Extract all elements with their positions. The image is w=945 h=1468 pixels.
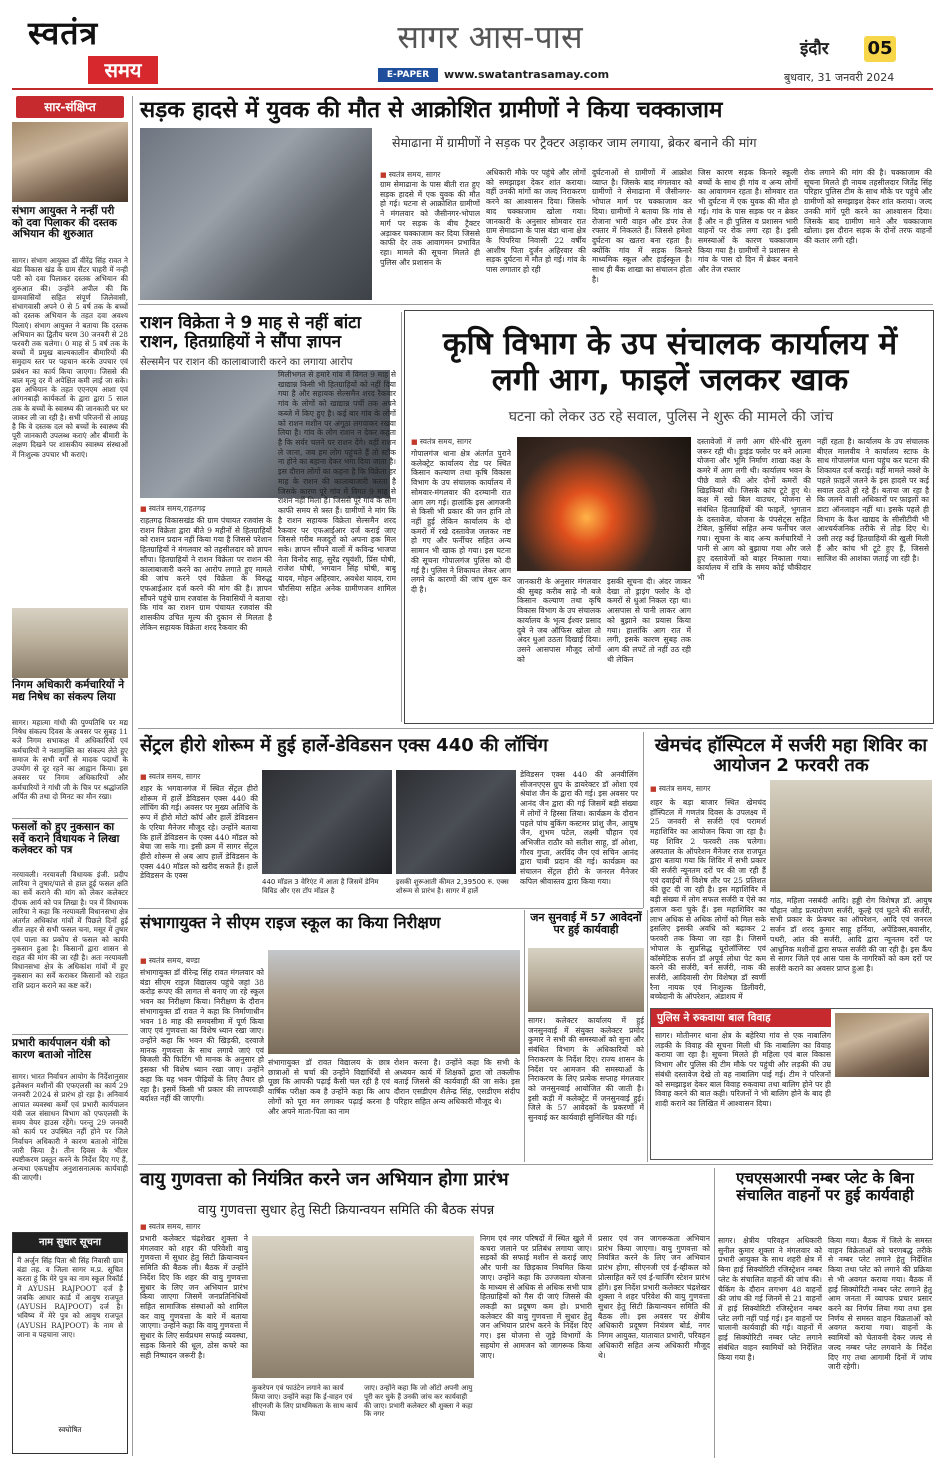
sidebar-tag-label: सार-संक्षिप्त [44, 100, 96, 114]
childmarriage-headline: पुलिस ने रुकवाया बाल विवाह [657, 1012, 771, 1024]
ration-subhead: सेल्समैन पर राशन की कालाबाजारी करने का लगाया आरोप [140, 357, 353, 368]
epaper-badge[interactable] [378, 68, 438, 82]
fire-col-1: गोपालगंज थाना क्षेत्र अंतर्गत पुराने कलेक्ट्रेट कार्यालय रोड पर स्थित किसान कल्याण तथा कृषि विकास विभाग के उप संचालक कार्यालय में सोमवार-मंगलवार की दरम्यानी रात आग लग गई। हालांकि इस आगजनी से किसी भी प्रकार की जन हानि तो नहीं हुई लेकिन कार्यालय के दो कमरों में रखे दस्तावेज जलकर नष्ट हो गए और फर्नीचर सहित अन्य सामान भी खाक हो गया। इस घटना की सूचना गोपालगंज पुलिस को दी गई है। पुलिस ने शिकायत लेकर आग लगने के कारणों की जांच शुरू कर दी है। [411, 449, 511, 595]
ration-col-1: राहतगढ़ विकासखंड की ग्राम पंचायत रजवांस के राशन विक्रेता द्वारा बीते 9 महीनों से हितग्राहियों को राशन प्रदान नहीं किया गया है जिससे परेशान हितग्राहियों ने मंगलवार को तहसीलदार को ज्ञापन सौंपा। हितग्राहियों ने राशन विक्रेता पर राशन की कालाबाजारी करने का आरोप लगाते हुए मामले की जांच करने एवं विक्रेता के विरुद्ध एफआईआर दर्ज करने की मांग की है। ज्ञापन सौंपने पहुंचे ग्राम रजवांस के निवासियों ने बताया कि गांव का राशन ग्राम पंचायत रजवांस की शासकीय उचित मूल्य की दुकान से मिलता है लेकिन सहायक विक्रेता शरद रैकवार की [140, 516, 272, 632]
hearing-photo [528, 948, 644, 1012]
lead-photo [140, 128, 372, 300]
cmrise-byline: ■ स्वतंत्र समय, बण्डा [140, 956, 200, 966]
cmrise-photo [268, 950, 520, 1054]
lead-col-2: अधिकारी मौके पर पहुंचे और लोगों को समझाइश देकर शांत कराया। वहीं उनकी मांगों का जल्द निराकरण करने का आश्वासन दिया। जिसके बाद चक्काजाम खोला गया। जानकारी के अनुसार सोमवार रात ग्राम सेमाढाना के पास बंडा थाना क्षेत्र के पिपरिया निवासी 22 वर्षीय आशीष पिता दुर्जन अहिरवार की सड़क दुर्घटना में मौत हो गई। गांव के पास लगातार हो रही [486, 168, 586, 275]
cmrise-col-2: संभागायुक्त डॉ रावत विद्यालय के छात्र छात्राओं से चर्चा की उन्होंने विद्यार्थियों से पूछा कि आपकी पढ़ाई कैसी चल रही है एवं वार्षिक परीक्षा कब है उन्होंने कहा कि आप लोगों को पूरा मन लगाकर पढ़ाई करना है और अपने माता-पिता का नाम [268, 1058, 390, 1116]
hearing-body: सागर। कलेक्टर कार्यालय में हुई जनसुनवाई में संयुक्त कलेक्टर प्रमोद कुमार ने सभी की समस्याओं को सुना और संबंधित विभाग के अधिकारियों को निराकरण के निर्देश दिए। राज्य शासन के निर्देश पर आमजन की समस्याओं के निराकरण के लिए प्रत्येक सप्ताह मंगलवार को जनसुनवाई आयोजित की जाती है। इसी कड़ी में कलेक्ट्रेट में जनसुनवाई हुई। जिले के 57 आवेदकों के प्रकरणों में सुनवाई कर कार्यवाही सुनिश्चित की गई। [528, 1016, 644, 1123]
air-headline: वायु गुणवत्ता को नियंत्रित करने जन अभियान होगा प्रारंभ [140, 1169, 509, 1190]
air-col-1: प्रभारी कलेक्टर चंद्रशेखर शुक्ला ने मंगलवार को शहर की परिवेशी वायु गुणवत्ता में सुधार हेतु सिटी क्रियान्वयन समिति की बैठक ली। बैठक में उन्होंने निर्देश दिए कि शहर की वायु गुणवत्ता सुधार के लिए जन अभियान प्रारंभ किया जाएगा जिसमें जनप्रतिनिधियों सहित सामाजिक संस्थाओं को शामिल कर वायु गुणवत्ता के बारे में बताया जाएगा। उन्होंने कहा कि वायु गुणवत्ता में सुधार के लिए सर्वप्रथम सफाई व्यवस्था, सड़क किनारे की धूल, ठोस कचरे का सही निष्पादन जरूरी है। [140, 1234, 248, 1360]
air-photo [252, 1236, 474, 1378]
masthead-rule [12, 88, 933, 90]
logo-bottom-box [88, 56, 158, 84]
hsrp-col-2: किया गया। बैठक में जिले के समस्त वाहन विक्रेताओं को चरणबद्ध तरीके से नम्बर प्लेट लगाने हेतु निर्देशित किया तथा प्लेट को लगाने की प्रक्रिया से भी अवगत कराया गया। बैठक में हाई सिक्योरिटी नम्बर प्लेट लगाने हेतु आम जनता में व्यापक प्रचार प्रसार करने का निर्णय लिया गया तथा इस निर्णय से समस्त वाहन विक्रताओं को अवगत कराया गया। वाहनों के स्वामियों को चेतावनी देकर जल्द से जल्द नम्बर प्लेट लगवाने के निर्देश दिए गए तथा आगामी दिनों में जांच जारी रहेगी। [828, 1236, 932, 1372]
air-caption-1: कुकरेपन एवं फाउंटेन लगाने का कार्य किया जाए। उन्होंने कहा कि ई-वाहन एवं सीएनजी के लिए प्राथमिकता के साथ कार्य किया [252, 1384, 358, 1419]
sidebar-story-3-body: नरयावली। नरयावली विधायक इंजी. प्रदीप लारिया ने तुषार/पाले से हाल हुई फसल क्षति का सर्वे कराने की मांग को लेकर कलेक्टर दीपक आर्य को पत्र लिखा है। पत्र में विधायक लारिया ने कहा कि नरयावली विधानसभा क्षेत्र अंतर्गत अधिकांश गांवों में पिछले दिनों हुई शीत लहर से सभी फसल चना, मसूर में तुषार एवं पाला का प्रकोप से फसल को काफी नुकसान हुआ है। किसानों द्वारा शासन से राहत की मांग की जा रही है। अतः नरयावली विधानसभा क्षेत्र के अधिकांश गांवों में हुए नुकसान का सर्वे कराकर किसानों को राहत राशि प्रदान कराने का कष्ट करें। [12, 870, 128, 990]
city-label: इंदौर [800, 39, 829, 59]
air-col-2: निगम एवं नगर परिषदों में स्थित खुले में कचरा जलाने पर प्रतिबंध लगाया जाए। सड़कों की सफाई मशीन से कराई जाए और पानी का छिड़काव नियमित किया जाए। उन्होंने कहा कि उज्जवला योजना के माध्यम से अधिक से अधिक सभी पात्र हितग्राहियों को गैस दी जाएं जिससे की लकड़ी का प्रदूषण कम हो। प्रभारी कलेक्टर की वायु गुणवत्ता में सुधार हेतु जन अभियान प्रारंभ करने के निर्देश दिए गए। इस योजना से जुड़े विभागों के सहयोग से आमजन को जागरूक किया जाए। [480, 1234, 592, 1360]
hospital-col-2: गांठ, महिला नसबंदी आदि। हड्डी रोग विशेषज्ञ डॉ. आयुष चौहान जोड़ प्रत्यारोपण सर्जरी, कूल्हे एवं घुटने की सर्जरी, सभी प्रकार के फ्रेक्चर का ऑपरेशन, आदि एवं जनरल सर्जन डॉ शरद कुमार साहू हर्निया, अपेंडिक्स,बवासीर, पथरी, आंत की सर्जरी, आदि द्वारा न्यूनतम दरों पर आधुनिक मशीनों द्वारा सफल सर्जरी की जा रही है। इस कैंप से सागर जिले एवं आस पास के नागरिकों को कम दरों पर सर्जरी कराने का अवसर प्राप्त हुआ है। [770, 896, 932, 974]
harley-col-3: डेविडसन एक्स 440 की अनवीलिंग सीजनएएस ग्रुप के डायरेक्टर डॉ ओशा एवं श्रेयांश जैन के द्वारा की गई। इस अवसर पर आनंद जैन द्वारा की गई जिसमें बड़ी संख्या में लोगों ने हिस्सा लिया। कार्यक्रम के दौरान पहले पांच बुकिंग कस्टमर प्रांशु जैन, आयुष जैन, शुभम पटेल, लक्ष्मी चौहान एवं अभिजीत राठौर को सतीश साहू, डॉ ओशा, गौरव गुप्ता, अरविंद जैन एवं सचिन आनंद द्वारा चाबी प्रदान की गई। कार्यक्रम का संचालन सेंट्रल हीरो के जनरल मैनेजर कपिल श्रीवास्तव द्वारा किया गया। [520, 770, 638, 886]
fire-col-2: जानकारी के अनुसार मंगलवार की सुबह करीब साढ़े नौ बजे किसान कल्याण तथा कृषि विकास विभाग के उप संचालक कार्यालय के भृत्य ईश्वर प्रसाद दुबे ने जब ऑफिस खोला तो अंदर धुआं उठता दिखाई दिया। उसने आसपास मौजूद लोगों को [517, 577, 601, 664]
page-number-box [864, 36, 896, 62]
air-subhead: वायु गुणवत्ता सुधार हेतु सिटी क्रियान्वयन समिति की बैठक संपन्न [198, 1203, 495, 1218]
section-title: सागर आस-पास [397, 18, 583, 56]
cmrise-divider [524, 910, 525, 1162]
childmarriage-photo [835, 1013, 929, 1077]
fire-col-4: दस्तावेजों में लगी आग धीरे-धीरे सुलग जरूर रही थी। ड्राइंड फ्लोर पर बने आत्मा योजना और भूमि निर्माण शाखा कक्ष के कमरे में आग लगी थी। कार्यालय भवन के पीछे वाले की ओर दोनों कमरों की खिड़कियां थी। जिसके कांच टूटे हुए थे। कक्ष में रखे बिल वाउचर, योजना से संबंधित हितग्राहियों की फाइलें, भुगतान के दस्तावेज, योजना के पंपसेट्स सहित टेबिल, कुर्सियां सहित अन्य फर्नीचर जल गया। सूचना के बाद अन्य कर्मचारियों ने पानी से आग को बुझाया गया और जले हुए दस्तावेजों को बाहर निकाला गया। कार्यालय में रात्रि के समय कोई चौकीदार भी [697, 437, 811, 583]
childmarriage-head-bar [651, 1009, 831, 1027]
fire-col-3: इसकी सूचना दी। अंदर जाकर देखा तो ड्राइंग फ्लोर के दो कमरों से धुआं निकल रहा था। आसपास से पानी लाकर आग को बुझाने का प्रयास किया गया। हालांकि आग रात में लगी, इसके कारण सुबह तक आग की लपटें तो नहीं उठ रही थी लेकिन [607, 577, 691, 664]
sidebar-story-3-headline: फसलों को हुए नुकसान का सर्वे कराने विधायक ने लिखा कलेक्टर को पत्र [12, 821, 120, 857]
masthead [0, 0, 945, 92]
epaper-label: E-PAPER [386, 70, 430, 80]
cmrise-col-1: संभागायुक्त डॉ वीरेन्द्र सिंह रावत मंगलवार को बंडा सीएम राइज विद्यालय पहुंचे जहां 38 करोड़ रूपए की लागत से बनाए जा रहे स्कूल भवन का निरीक्षण किया। निरीक्षण के दौरान संभागायुक्त डॉ रावत ने कहा कि निर्माणाधीन भवन 18 माह की समयसीमा में पूर्ण किया जाए एवं गुणवत्ता का विशेष ध्यान रखा जाए। उन्होंने कहा कि भवन की खिड़की, दरवाजे मानक गुणवत्ता के साथ लगाये जाएं एवं बिजली की फिटिंग भी मानक के अनुसार हो इसका भी विशेष ध्यान रखा जाए। उन्होंने कहा कि यह भवन पीढ़ियों के लिए तैयार हो रहा है। इसमें किसी भी प्रकार की लापरवाही बर्दाश्त नहीं की जाएगी। [140, 968, 264, 1104]
harley-caption-2: इसकी शुरूआती कीमत 2,39500 रु. एक्स शोरूम से प्रारंभ है। सागर में हार्ले [396, 878, 509, 895]
sidebar-rule-1 [12, 818, 128, 819]
harley-photo-1 [262, 770, 392, 874]
cmrise-col-3: रोशन करना है। उन्होंने कहा कि सभी के अध्ययन कार्य में शिक्षकों द्वारा जो तकलीफ बताई जिससे की कार्यवाही की जा सके। इस दौरान एसडीएम शैलेन्द्र सिंह, एसडीएम संदीप परिहार सहित अन्य अधिकारी मौजूद थे। [394, 1058, 520, 1106]
air-col-3: प्रसार एवं जन जागरूकता अभियान प्रारंभ किया जाएगा। वायु गुणवत्ता को नियंत्रित करने के लिए जन अभियान प्रारंभ होगा, सीएनजी एवं ई-व्हीकल को प्रोत्साहित करें एवं ई-चार्जिंग स्टेशन प्रारंभ होंगे। इस निर्देश प्रभारी कलेक्टर चंद्रशेखर शुक्ला ने शहर परिवेश की वायु गुणवत्ता सुधार हेतु सिटी क्रियान्वयन समिति की बैठक ली। इस अवसर पर क्षेत्रीय अधिकारी प्रदूषण नियंत्रण बोर्ड, नगर निगम आयुक्त, यातायात प्रभारी, परिवहन अधिकारी सहित अन्य अधिकारी मौजूद थे। [598, 1234, 710, 1360]
sidebar-story-1-body: सागर। संभाग आयुक्त डॉ वीरेंद्र सिंह रावत ने बंडा विकास खंड के ग्राम सैंटर चाहरी में नन्ही परी को दवा पिलाकर दस्तक अभियान की शुरुआत की। उन्होंने अपील की कि ग्रामवासियों सहित संपूर्ण जिलेवासी, संभागवासी अपने 0 से 5 वर्ष तक के बच्चों को दस्तक अभियान के तहत दवा अवश्य पिलाएं। संभाग आयुक्त ने बताया कि दस्तक अभियान का द्वितीय चरण 30 जनवरी से 28 फरवरी तक चलेगा। 0 माह से 5 वर्ष तक के बच्चों में प्रमुख बाल्यकालीन बीमारियों की समुदाय स्तर पर पहचान करके उपचार एवं प्रबंधन का कार्य किया जाएगा। जिससे की बाल मृत्यु दर में अपेक्षित कमी लाई जा सके। इस अभियान के तहत एएनएम आशा एवं आंगनबाड़ी कार्यकर्ता के द्वारा द्वारा 5 साल तक के बच्चों के स्वास्थ्य की जानकारी घर घर जाकर ली जा रही है। सभी परिजनों से आग्रह है कि वे दस्तक दल को बच्चों के स्वास्थ्य की पूरी जानकारी उपलब्ध कराएं और बीमारी के लक्षण दिखने पर शासकीय स्वास्थ्य संस्थाओं में निःशुल्क उपचार भी कराएं। [12, 256, 128, 459]
air-caption-2: जाए। उन्होंने कहा कि जो ऑटो अपनी आयु पूरी कर चुके हैं उनकी जांच कर कार्यवाही की जाए। प्रभारी कलेक्टर श्री शुक्ला ने कहा कि नगर [364, 1384, 473, 1419]
sidebar-story-4-headline: प्रभारी कार्यपालन यंत्री को कारण बताओ नोटिस [12, 1037, 110, 1061]
harley-col-1: शहर के भगवानगंज में स्थित सेंट्रल हीरो शोरूम में हार्ले डेविडसन एक्स 440 की लॉचिंग की गई। अवसर पर मुख्य अतिथि के रूप में हीरो मोटो कॉर्प और हार्ले डेविडसन के एरिया मैनेजर मौजूद रहे। उन्होंने बताया कि हार्ले डेविडसन के एक्स 440 मॉडल को बेचा जा सके गा। इसी क्रम में सागर सेंट्रल हीरो शोरूम से अब आप हार्ले डेविडसन के एक्स 440 मॉडल को खरीद सकते हैं। हार्ले डेविडसन के एक्स [140, 784, 258, 881]
logo-top: स्वतंत्र [28, 14, 99, 52]
sidebar-rule-2 [12, 1034, 128, 1035]
hsrp-headline: एचएसआरपी नम्बर प्लेट के बिना संचालित वाहनों पर हुई कार्यवाही [736, 1169, 914, 1204]
childmarriage-body: सागर। मोतीनगर थाना क्षेत्र के बहेरिया गांव से एक नाबालिग लड़की के विवाह की सूचना मिली थी कि नाबालिग का विवाह कराया जा रहा है। सूचना मिलते ही महिला एवं बाल विकास विभाग और पुलिस की टीम मौके पर पहुंची और लड़की की उम्र संबंधी दस्तावेज देखे तो वह नाबालिग पाई गई। टीम ने परिजनों को समझाइश देकर बाल विवाह रुकवाया तथा बालिग होने पर ही विवाह करने की बात कही। परिजनों ने भी बालिग होने के बाद ही शादी कराने का लिखित में आश्वासन दिया। [655, 1031, 831, 1109]
lead-col-3: दुर्घटनाओं से ग्रामीणों में आक्रोश व्याप्त है। जिसके बाद मंगलवार को ग्रामीणों ने सेमाढाना में जैसीनगर-भोपाल मार्ग पर चक्काजाम कर दिया। ग्रामीणों ने बताया कि गांव से रोजाना भारी वाहन और डंपर तेज रफ्तार में निकलते हैं। जिससे हमेशा दुर्घटना का खतरा बना रहता है। क्योंकि गांव में सड़क किनारे माध्यमिक स्कूल और हाईस्कूल है। साथ ही बैंक शाखा का संचालन होता है। [592, 168, 692, 284]
fire-box [404, 310, 934, 724]
air-divider [714, 1168, 715, 1458]
name-notice-head-bar [13, 1233, 127, 1253]
hospital-byline: ■ स्वतंत्र समय, सागर [650, 784, 710, 794]
sidebar-photo-1 [12, 122, 128, 202]
mid-rule-2 [138, 908, 643, 909]
hearing-headline: जन सुनवाई में 57 आवेदनों पर हुई कार्यवाही [530, 911, 642, 937]
sidebar-photo-2 [12, 608, 128, 678]
hospital-headline: खेमचंद हॉस्पिटल में सर्जरी महा शिविर का आयोजन 2 फरवरी तक [654, 735, 928, 776]
lead-col-1: ग्राम सेमाढाना के पास बीती रात हुए सड़क हादसे में एक युवक की मौत हो गई। घटना से आक्रोशित ग्रामीणों ने मंगलवार को जैसीनगर-भोपाल मार्ग पर सड़क के बीच ट्रैक्टर अड़ाकर चक्काजाम कर दिया जिससे काफी देर तक आवागमन प्रभावित रहा। मामले की सूचना मिलते ही पुलिस और प्रशासन के [380, 180, 480, 267]
mid-rule-3 [138, 1164, 933, 1165]
lead-col-5: रोक लगाने की मांग की है। चक्काजाम की सूचना मिलते ही नायब तहसीलदार जितेंद्र सिंह परिहार पुलिस टीम के साथ मौके पर पहुंचे और ग्रामीणों को समझाइश देकर शांत कराया। जल्द उनकी मांगें पूरी करने का आश्वासन दिया। जिसके बाद ग्रामीण माने और चक्काजाम खोला। इस दौरान सड़क के दोनों तरफ वाहनों की कतार लगी रही। [804, 168, 932, 246]
name-notice-sign: स्वघोषित [58, 1425, 82, 1434]
name-notice-body: मैं अर्जुन सिंह पिता श्री सिंह निवासी ग्राम बंडा तह. व जिला सागर म.प्र. सूचित करता हूं कि मेरे पुत्र का नाम स्कूल रिकॉर्ड में AYUSH RAJPOOT दर्ज है जबकि आधार कार्ड में आयुष राजपूत (AYUSH RAJPOOT) दर्ज है। भविष्य में मेरे पुत्र को आयुष राजपूत (AYUSH RAJPOOT) के नाम से जाना व पहचाना जाए। [17, 1256, 123, 1339]
cmrise-headline: संभागायुक्त ने सीएम राइज स्कूल का किया निरीक्षण [140, 913, 441, 932]
logo-bottom: समय [104, 58, 142, 82]
sidebar-story-4-body: सागर। भारत निर्वाचन आयोग के निर्देशानुसार इलेक्शन मशीनों की एफएलसी का कार्य 29 जनवरी 2024 से प्रारंभ हो रहा है। अनिवार्य आपात व्यवस्था कर्मों एवं प्रभारी कार्यपालन यंत्री जल संसाधन विभाग को एफएलसी के समय वेयर हाउस रहेंगे। परन्तु 29 जनवरी को कार्य पर उपस्थित नहीं होने पर जिले निर्वाचन अधिकारी ने कारण बताओ नोटिस जारी किया है। तीन दिवस के भीतर स्पष्टीकरण प्रस्तुत करने के निर्देश दिए गए हैं, अन्यथा एकपक्षीय अनुशासनात्मक कार्यवाही की जाएगी। [12, 1072, 128, 1183]
sidebar [12, 96, 128, 1456]
lead-rule [138, 304, 933, 305]
harley-byline: ■ स्वतंत्र समय, सागर [140, 772, 200, 782]
harley-divider [643, 732, 644, 908]
name-notice [12, 1232, 128, 1454]
hospital-col-1: शहर के बड़ा बाजार स्थित खेमचंद हॉस्पिटल में गणतंत्र दिवस के उपलक्ष्य में 25 जनवरी से सर्जरी एवं परामर्श महाशिविर का आयोजन किया जा रहा है। यह शिविर 2 फरवरी तक चलेगा। अस्पताल के ऑपरेशन मैनेजर राज राजपूत द्वारा बताया गया कि शिविर में सभी प्रकार की सर्जरी न्यूनतम दरों पर की जा रही हैं एवं दवाईयों में विशेष तौर पर 25 प्रतिशत की छूट दी जा रही है। इस महाशिविर में बड़ी संख्या में लोग सफल सर्जरी व ऐसे का इलाज करा चुके हैं। इस महाशिविर का लाभ अधिक से अधिक लोगों को मिल सके इसलिए इसकी अवधि को बढ़ाकर 2 फरवरी तक किया जा रहा है। जिसमें भोपाल के सुप्रसिद्ध यूरोलॉजिस्ट एवं कॉस्मेटिक सर्जन डॉ अपूर्व लोधा पेट कम करने की सर्जरी, बर्न सर्जरी, नाक की सर्जरी, आदिवासी रोग विशेषज्ञ डॉ स्वर्णी रैना नायक एवं निःशुल्क डिलीवरी, बच्चेदानी के ऑपरेशन, अंडाशय में [650, 798, 766, 1002]
harley-headline: सेंट्रल हीरो शोरूम में हुई हार्ले-डेविडसन एक्स 440 की लॉचिंग [140, 735, 548, 756]
issue-date: बुधवार, 31 जनवरी 2024 [784, 71, 895, 84]
ration-byline: ■ स्वतंत्र समय,राहतगढ़ [140, 504, 205, 514]
hsrp-col-1: सागर। क्षेत्रीय परिवहन अधिकारी सुनील कुमार शुक्ला ने मंगलवार को प्रभारी आयुक्त के साथ शहरी क्षेत्र में बिना हाई सिक्योरिटी रजिस्ट्रेशन नम्बर प्लेट के संचालित वाहनों की जांच की। चैकिंग के दौरान लगभग 48 वाहनों की जांच की गई जिनमें से 21 वाहनों में हाई सिक्योरिटी रजिस्ट्रेशन नम्बर प्लेट लगी नहीं पाई गई। इन वाहनों पर चालानी कार्यवाही की गई। वाहनों में हाई सिक्योरिटी नम्बर प्लेट लगाने संबंधित वाहन स्वामियों को निर्देशित किया गया है। [718, 1236, 822, 1362]
childmarriage-box [650, 1008, 933, 1160]
sidebar-divider [132, 96, 133, 1456]
ration-headline: राशन विक्रेता ने 9 माह से नहीं बांटा राशन, हितग्राहियों ने सौंपा ज्ञापन [140, 313, 362, 352]
fire-subhead: घटना को लेकर उठ रहे सवाल, पुलिस ने शुरू की मामले की जांच [508, 409, 834, 425]
sidebar-tag [16, 96, 124, 118]
sidebar-story-1-headline: संभाग आयुक्त ने नन्हीं परी को दवा पिलाकर की दस्तक अभियान की शुरुआत [12, 205, 117, 241]
fire-byline: ■ स्वतंत्र समय, सागर [411, 437, 471, 447]
lead-col-4: जिस कारण सड़क किनारे स्कूली बच्चों के साथ ही गांव व अन्य लोगों का आवागमन रहता है। सोमवार रात भी दुर्घटना में एक युवक की मौत हो गई। गांव के पास सड़क पर न ब्रेकर हैं और न ही पुलिस व प्रशासन भारी वाहनों पर रोक लगा रहा है। इसी समस्याओं के कारण चक्काजाम किया गया है। ग्रामीणों ने प्रशासन से गांव के पास दो दिन में ब्रेकर बनाने और तेज रफ्तार [698, 168, 798, 275]
hearing-divider [647, 910, 648, 1162]
ration-col-2: मिलीभगत से हमारे गांव में विगत 9 माह से खाद्यान्न किसी भी हितग्राहियों को नहीं दिया गया है और सहायक सेल्समैन शरद रैकवार गांव के लोगों को खाद्यान्न पर्ची तक अपने कब्जे में किए हुए है। कई बार गांव के लोगों को राशन मशीन पर अंगूठा लगवाकर रखवा लिया है। गांव के लोग राशन न देकर कहता है कि सर्वर चलने पर राशन देंगे। वहीं राशन ले जाना, जब हम लोग पहुंचते हैं तो स्टॉक ना होने का बहाना देकर भगा दिया जाता है। इस दौरान लोगों का कहना है कि विक्रेता हर माह के राशन की कालाबाजारी करता है जिसके कारण पूरे गांव में विगत 9 माह से राशन नहीं मिला है। जिससे पूरे गांव के लोग काफी समय से त्रस्त हैं। ग्रामीणों ने मांग कि है राशन सहायक विक्रेता सेल्समैन शरद रैकवार पर एफआईआर दर्ज कराई जाए जिससे गरीब मजदूरों को अपना हक मिल सके। ज्ञापन सौंपने वालों में कविन्द्र भाजपा नेता विनोद साहू, सुरेंद्र रघुवंशी, प्रिंस घोषी, राजेश घोषी, भगवान सिंह घोषी, बाबू यादव, मोहन अहिरवार, अवधेश यादव, राम चौरसिया सहित अनेक ग्रामीणजन शामिल रहे। [278, 370, 396, 603]
ration-divider [401, 312, 402, 722]
name-notice-head: नाम सुधार सूचना [39, 1237, 101, 1248]
website-link[interactable]: www.swatantrasamay.com [444, 68, 610, 81]
lead-byline: ■ स्वतंत्र समय, सागर [380, 170, 440, 180]
hospital-photo [770, 780, 932, 892]
air-byline: ■ स्वतंत्र समय, सागर [140, 1222, 200, 1232]
mid-rule-1 [138, 728, 933, 729]
page-number: 05 [867, 38, 893, 59]
fire-headline: कृषि विभाग के उप संचालक कार्यालय में लगी आग, फाइलें जलकर खाक [442, 326, 898, 398]
logo [28, 16, 178, 86]
harley-photo-2 [396, 770, 516, 874]
sidebar-story-2-headline: निगम अधिकारी कर्मचारियों ने मद्य निषेध का संकल्प लिया [12, 679, 125, 703]
fire-photo [517, 437, 691, 571]
lead-subhead: सेमाढाना में ग्रामीणों ने सड़क पर ट्रैक्टर अड़ाकर जाम लगाया, ब्रेकर बनाने की मांग [392, 135, 757, 150]
harley-caption-1: 440 मॉडल 3 वेरिएंट में आता है जिसमें डेनिम विविड और एस टॉप मॉडल है [262, 878, 379, 895]
sidebar-story-2-body: सागर। महात्मा गांधी की पुण्यतिथि पर मद्य निषेध संकल्प दिवस के अवसर पर सुबह 11 बजे निगम सभाकक्ष में अधिकारियों एवं कर्मचारियों ने नशामुक्ति का संकल्प लेते हुए समाज के सभी वर्गों से मादक पदार्थों के उपयोग से दूर रहने का आह्वान किया। इस अवसर पर निगम अधिकारियों और कर्मचारियों ने गांधी जी के चित्र पर श्रद्धांजलि अर्पित की तथा दो मिनट का मौन रखा। [12, 718, 128, 801]
fire-col-5: नहीं रहता है। कार्यालय के उप संचालक बीएल मालवीय ने कार्यालय स्टाफ के साथ गोपालगंज थाना पहुंच कर घटना की शिकायत दर्ज कराई। वहीं मामले नक्शे के पहले फ़ाइलें जलने के इस हादसे पर कई सवाल उठते हो रहे हैं। बताया जा रहा है कि जलने वाली अधिकारों पर फ़ाइलों का डाटा ऑनलाइन नहीं था। इसके पहले ही विभाग के कैश खाद्यद के सीसीटीवी भी आश्चर्यजनिक तरीके से तोड़ दिए थे। उसी तरह कई हितग्राहियों की खुली मिली हैं और कांच भी टूटे हुए हैं, जिससे साजिश की आशंका जताई जा रही है। [817, 437, 929, 563]
lead-headline: सड़क हादसे में युवक की मौत से आक्रोशित ग्रामीणों ने किया चक्काजाम [140, 97, 723, 123]
